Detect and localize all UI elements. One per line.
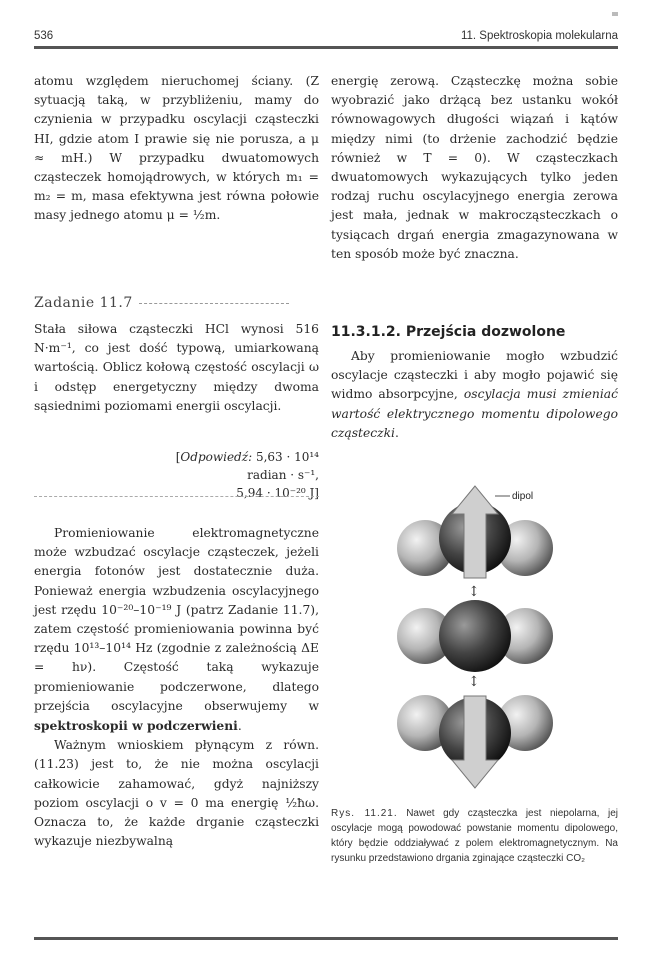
right-para-2-text: Aby promieniowanie mogło wzbudzić oscylacje cząsteczki i aby mogło pojawić się widmo absorpcyjne, [331, 349, 618, 402]
co2-figure [380, 478, 570, 798]
term-ir-spectroscopy: spektroskopii w podczerwieni [34, 718, 238, 734]
right-para-1-text: energię zerową. Cząsteczkę można sobie wyobrazić jako drżącą bez ustanku wokół równowagowych długości wiązań i kątów między nimi (to drżenie zachodzić będzie również w T = 0). W cząsteczkach dwuatomowych wykazujących tylko jeden rodzaj ruchu oscylacyjnego energia zerowa jest mała, jednak w makrocząsteczkach o tysiącach drgań energia zmagazynowana w ten sposób może być znaczna. [331, 74, 618, 261]
answer-label: Odpowiedź: [180, 450, 253, 464]
left-para-3-text: Ważnym wnioskiem płynącym z równ. (11.23) jest to, że nie można oscylacji całkowicie zahamować, gdyż najniższy poziom oscylacji o v = 0 ma energię ½ħω. Oznacza to, że każde drganie cząsteczki wykazuje niezbywalną [34, 738, 319, 849]
section-title: 11.3.1.2. Przejścia dozwolone [331, 324, 566, 340]
chapter-title: 11. Spektroskopia molekularna [460, 30, 618, 42]
caption-label: Rys. 11.21. [331, 808, 398, 819]
molecule-middle [397, 600, 553, 672]
exercise-text: Stała siłowa cząsteczki HCl wynosi 516 N·m⁻¹, co jest dość typową, umiarkowaną wartością. Oblicz kołową częstość oscylacji ω i odstęp energetyczny między dwoma sąsiednimi poziomami energii oscylacji. [34, 322, 319, 413]
molecule-top [397, 486, 553, 578]
exercise-bottom-rule [34, 496, 319, 497]
footer-rule [34, 937, 618, 940]
molecule-bottom [397, 695, 553, 788]
right-para-1 [331, 72, 618, 264]
left-para-2 [34, 524, 319, 851]
figure-caption [331, 806, 618, 866]
exercise-answer [150, 448, 319, 502]
exercise-heading [34, 295, 319, 311]
exercise-body [34, 320, 319, 416]
transition-arrow-icon: ↕ [468, 584, 480, 600]
left-para-2-text: Promieniowanie elektromagnetyczne może wzbudzać oscylacje cząsteczek, jeżeli energia fotonów jest dostatecznie duża. Ponieważ energia wzbudzenia oscylacyjnego jest rzędu 10⁻²⁰–10⁻¹⁹ J (patrz Zadanie 11.7), zatem częstość promieniowania powinna być rzędu 10¹³–10¹⁴ Hz (zgodnie z zależnością ΔE = hν). Częstość taką wykazuje promieniowanie podczerwone, dlatego przejścia oscylacyjne obserwujemy w [34, 526, 319, 713]
answer-line-1: 5,63 · 10¹⁴ radian · s⁻¹, [247, 450, 319, 482]
left-para-1 [34, 72, 319, 226]
transition-arrow-icon: ↕ [468, 674, 480, 690]
left-para-1-text: atomu względem nieruchomej ściany. (Z sytuacją taką, w przybliżeniu, mamy do czynienia w przypadku oscylacji cząsteczki HI, gdzie atom I prawie się nie porusza, a μ ≈ mH.) W przypadku dwuatomowych cząsteczek homojądrowych, w których m₁ = m₂ = m, masa efektywna jest równa połowie masy jednego atomu μ = ½m. [34, 74, 319, 223]
dipole-label: dipol [512, 491, 534, 502]
left-para-2-end: . [237, 719, 242, 734]
carbon-atom [439, 600, 511, 672]
selection-rule-italic: oscylacja musi zmieniać wartość elektrycznego momentu dipolowego cząsteczki [331, 387, 618, 440]
caption-text: Nawet gdy cząsteczka jest niepolarna, jej oscylacje mogą powodować powstanie momentu dipolowego, który będzie oddziaływać z polem elektromagnetycznym. Na rysunku przedstawiono drgania zginające cząsteczki CO₂ [331, 808, 619, 864]
header-rule [34, 46, 618, 49]
page-number: 536 [34, 30, 54, 42]
answer-bracket: [ [175, 450, 181, 464]
corner-mark [612, 12, 618, 16]
exercise-title: Zadanie 11.7 [34, 295, 133, 311]
right-para-2 [331, 347, 618, 443]
right-para-2-end: . [394, 425, 399, 440]
answer-line-2: 5,94 · 10⁻²⁰ J] [236, 486, 319, 500]
exercise-dash [139, 303, 289, 304]
co2-bending-illustration [380, 478, 570, 798]
